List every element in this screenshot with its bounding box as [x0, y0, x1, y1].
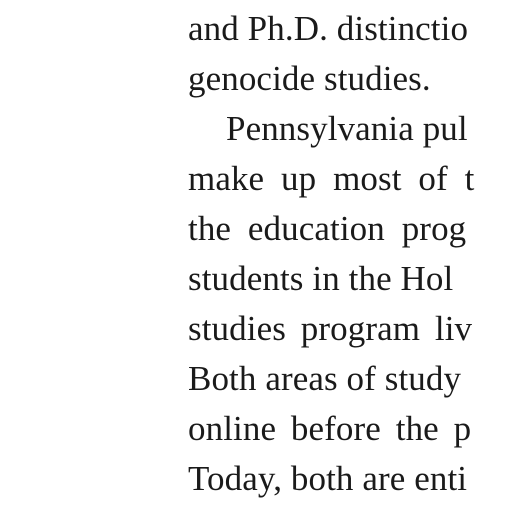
text-line-9: online before the p — [188, 409, 472, 448]
text-line-5: the education prog — [188, 209, 467, 248]
text-line-8: Both areas of study — [188, 359, 462, 398]
text-line-4: make up most of t — [188, 159, 475, 198]
text-line-6: students in the Hol — [188, 259, 454, 298]
text-line-2: genocide studies. — [188, 59, 431, 98]
text-line-1: and Ph.D. distinctio — [188, 9, 469, 48]
text-line-3-paragraph-start: Pennsylvania pul — [226, 109, 468, 148]
text-line-7: studies program liv — [188, 309, 473, 348]
text-line-10: Today, both are enti — [188, 459, 468, 498]
